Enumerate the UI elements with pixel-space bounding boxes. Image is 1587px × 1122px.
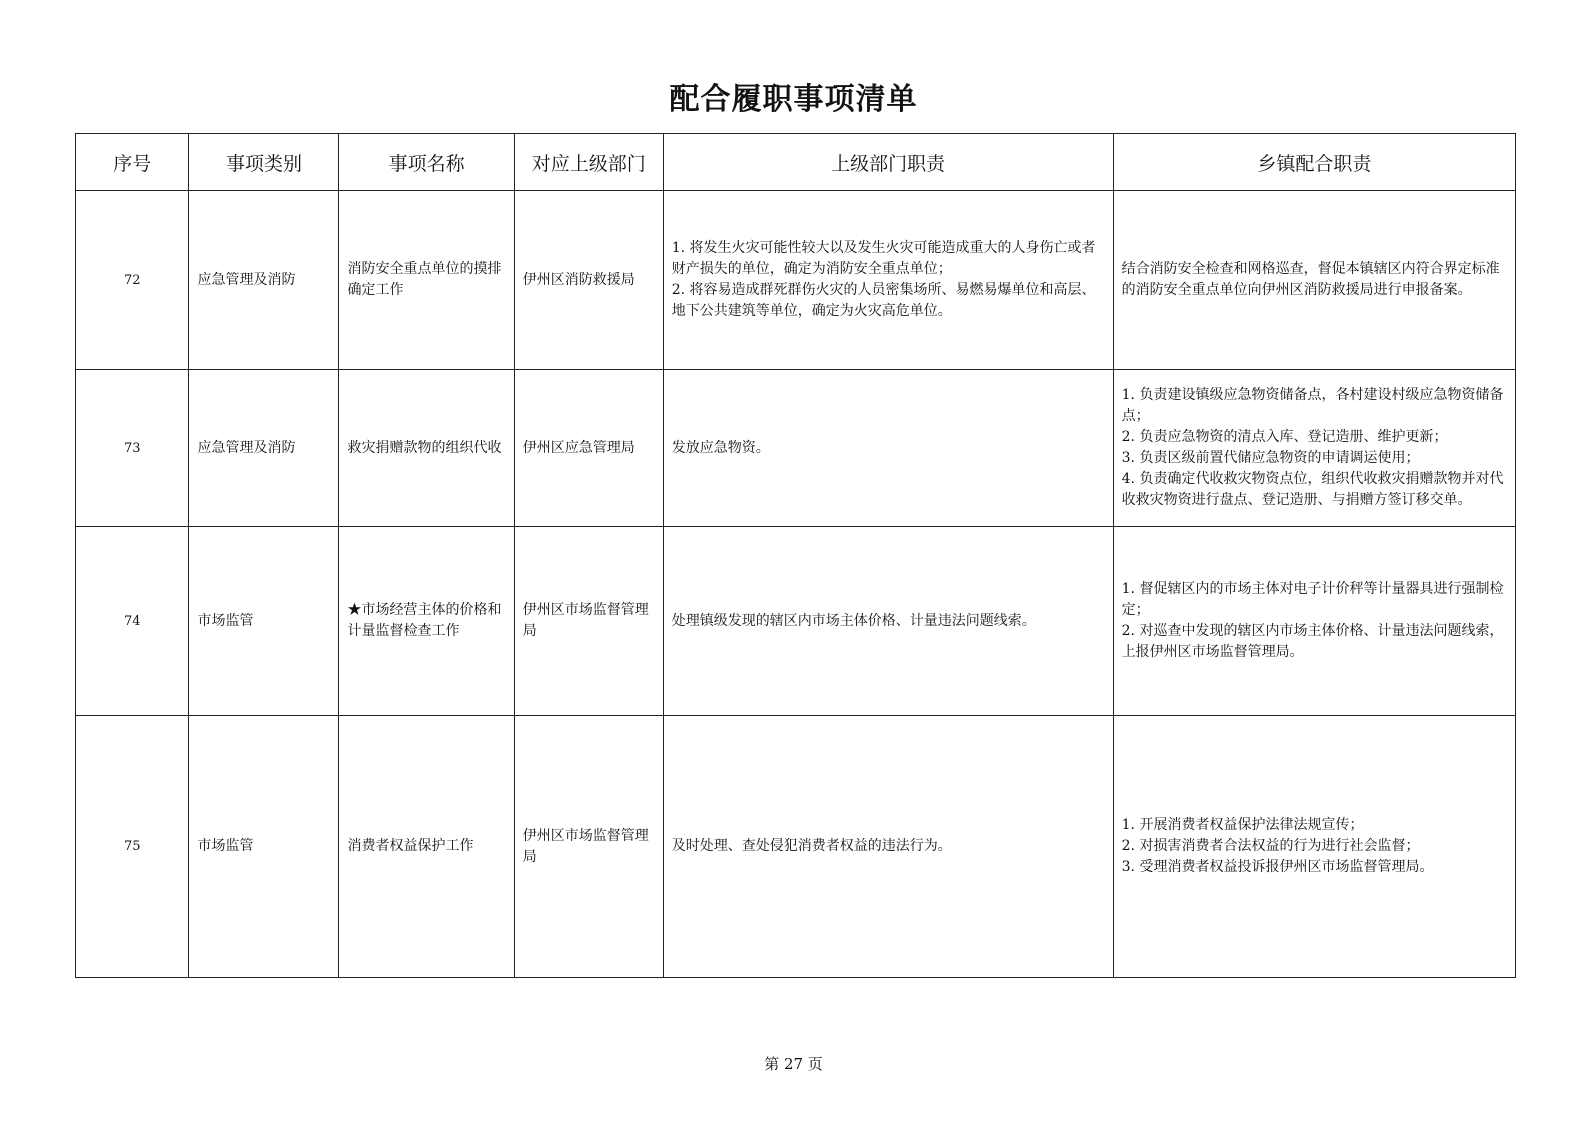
column-header-dept: 对应上级部门 bbox=[514, 134, 663, 191]
cell-no bbox=[76, 527, 189, 716]
cell-township-duty-text: 1. 负责建设镇级应急物资储备点，各村建设村级应急物资储备点； 2. 负责应急物资的清点入库、登记造册、维护更新； 3. 负责区级前置代储应急物资的申请调运使用； 4. 负责确定代收救灾物资点位，组织代收救灾捐赠款物并对代收救灾物资进行盘点、登记造册、与捐赠方签订移交单。 bbox=[1121, 387, 1504, 508]
cell-item bbox=[339, 191, 514, 370]
cell-dept-text: 伊州区应急管理局 bbox=[522, 439, 635, 456]
cell-no bbox=[76, 716, 189, 978]
cell-dept bbox=[514, 716, 663, 978]
cell-dept bbox=[514, 191, 663, 370]
cell-item bbox=[339, 527, 514, 716]
cell-superior-duty bbox=[663, 370, 1113, 527]
cell-item-text: 消费者权益保护工作 bbox=[347, 838, 474, 854]
cell-township-duty-text: 1. 督促辖区内的市场主体对电子计价秤等计量器具进行强制检定； 2. 对巡查中发现的辖区内市场主体价格、计量违法问题线索，上报伊州区市场监督管理局。 bbox=[1121, 581, 1504, 660]
cell-superior-duty bbox=[663, 716, 1113, 978]
cell-no-text: 75 bbox=[123, 839, 141, 854]
cell-superior-duty bbox=[663, 527, 1113, 716]
cell-category-text: 应急管理及消防 bbox=[197, 271, 296, 288]
duty-table bbox=[75, 133, 1516, 978]
cell-item-text: 消防安全重点单位的摸排确定工作 bbox=[347, 261, 502, 298]
table-row bbox=[76, 527, 1516, 716]
cell-no bbox=[76, 191, 189, 370]
cell-township-duty bbox=[1113, 527, 1515, 716]
table-row bbox=[76, 716, 1516, 978]
cell-category bbox=[189, 527, 339, 716]
cell-category-text: 市场监管 bbox=[197, 612, 254, 629]
cell-item bbox=[339, 370, 514, 527]
cell-no-text: 73 bbox=[123, 440, 141, 456]
cell-dept bbox=[514, 527, 663, 716]
cell-township-duty bbox=[1113, 191, 1515, 370]
cell-superior-duty-text: 及时处理、查处侵犯消费者权益的违法行为。 bbox=[671, 838, 952, 854]
cell-category-text: 应急管理及消防 bbox=[197, 439, 296, 456]
page-number: 第 27 页 bbox=[764, 1055, 823, 1073]
page-title: 配合履职事项清单 bbox=[669, 82, 918, 117]
cell-superior-duty-text: 处理镇级发现的辖区内市场主体价格、计量违法问题线索。 bbox=[671, 612, 1036, 629]
column-header-category: 事项类别 bbox=[189, 134, 339, 191]
cell-no bbox=[76, 370, 189, 527]
table-row bbox=[76, 191, 1516, 370]
cell-item-text: ★市场经营主体的价格和计量监督检查工作 bbox=[347, 602, 502, 639]
table-header-row bbox=[76, 134, 1516, 191]
cell-superior-duty-text: 发放应急物资。 bbox=[671, 439, 770, 456]
column-header-superior-duty: 上级部门职责 bbox=[663, 134, 1113, 191]
cell-dept-text: 伊州区市场监督管理局 bbox=[522, 602, 649, 639]
cell-category bbox=[189, 191, 339, 370]
cell-category bbox=[189, 716, 339, 978]
cell-township-duty bbox=[1113, 370, 1515, 527]
column-header-item: 事项名称 bbox=[339, 134, 514, 191]
cell-township-duty bbox=[1113, 716, 1515, 978]
cell-superior-duty bbox=[663, 191, 1113, 370]
cell-superior-duty-text: 1. 将发生火灾可能性较大以及发生火灾可能造成重大的人身伤亡或者财产损失的单位，确定为消防安全重点单位； 2. 将容易造成群死群伤火灾的人员密集场所、易燃易爆单位和高层、地下公共建筑等单位，确定为火灾高危单位。 bbox=[671, 240, 1096, 319]
cell-category bbox=[189, 370, 339, 527]
cell-township-duty-text: 结合消防安全检查和网格巡查，督促本镇辖区内符合界定标准的消防安全重点单位向伊州区消防救援局进行申报备案。 bbox=[1121, 261, 1500, 298]
cell-item bbox=[339, 716, 514, 978]
cell-category-text: 市场监管 bbox=[197, 838, 254, 854]
cell-dept-text: 伊州区市场监督管理局 bbox=[522, 827, 649, 865]
table-row bbox=[76, 370, 1516, 527]
cell-no-text: 72 bbox=[123, 272, 141, 288]
cell-no-text: 74 bbox=[123, 613, 141, 629]
cell-township-duty-text: 1. 开展消费者权益保护法律法规宣传； 2. 对损害消费者合法权益的行为进行社会监督； 3. 受理消费者权益投诉报伊州区市场监督管理局。 bbox=[1121, 817, 1434, 875]
column-header-no: 序号 bbox=[76, 134, 189, 191]
column-header-township-duty: 乡镇配合职责 bbox=[1113, 134, 1515, 191]
cell-dept bbox=[514, 370, 663, 527]
cell-item-text: 救灾捐赠款物的组织代收 bbox=[347, 439, 502, 456]
cell-dept-text: 伊州区消防救援局 bbox=[522, 271, 635, 288]
